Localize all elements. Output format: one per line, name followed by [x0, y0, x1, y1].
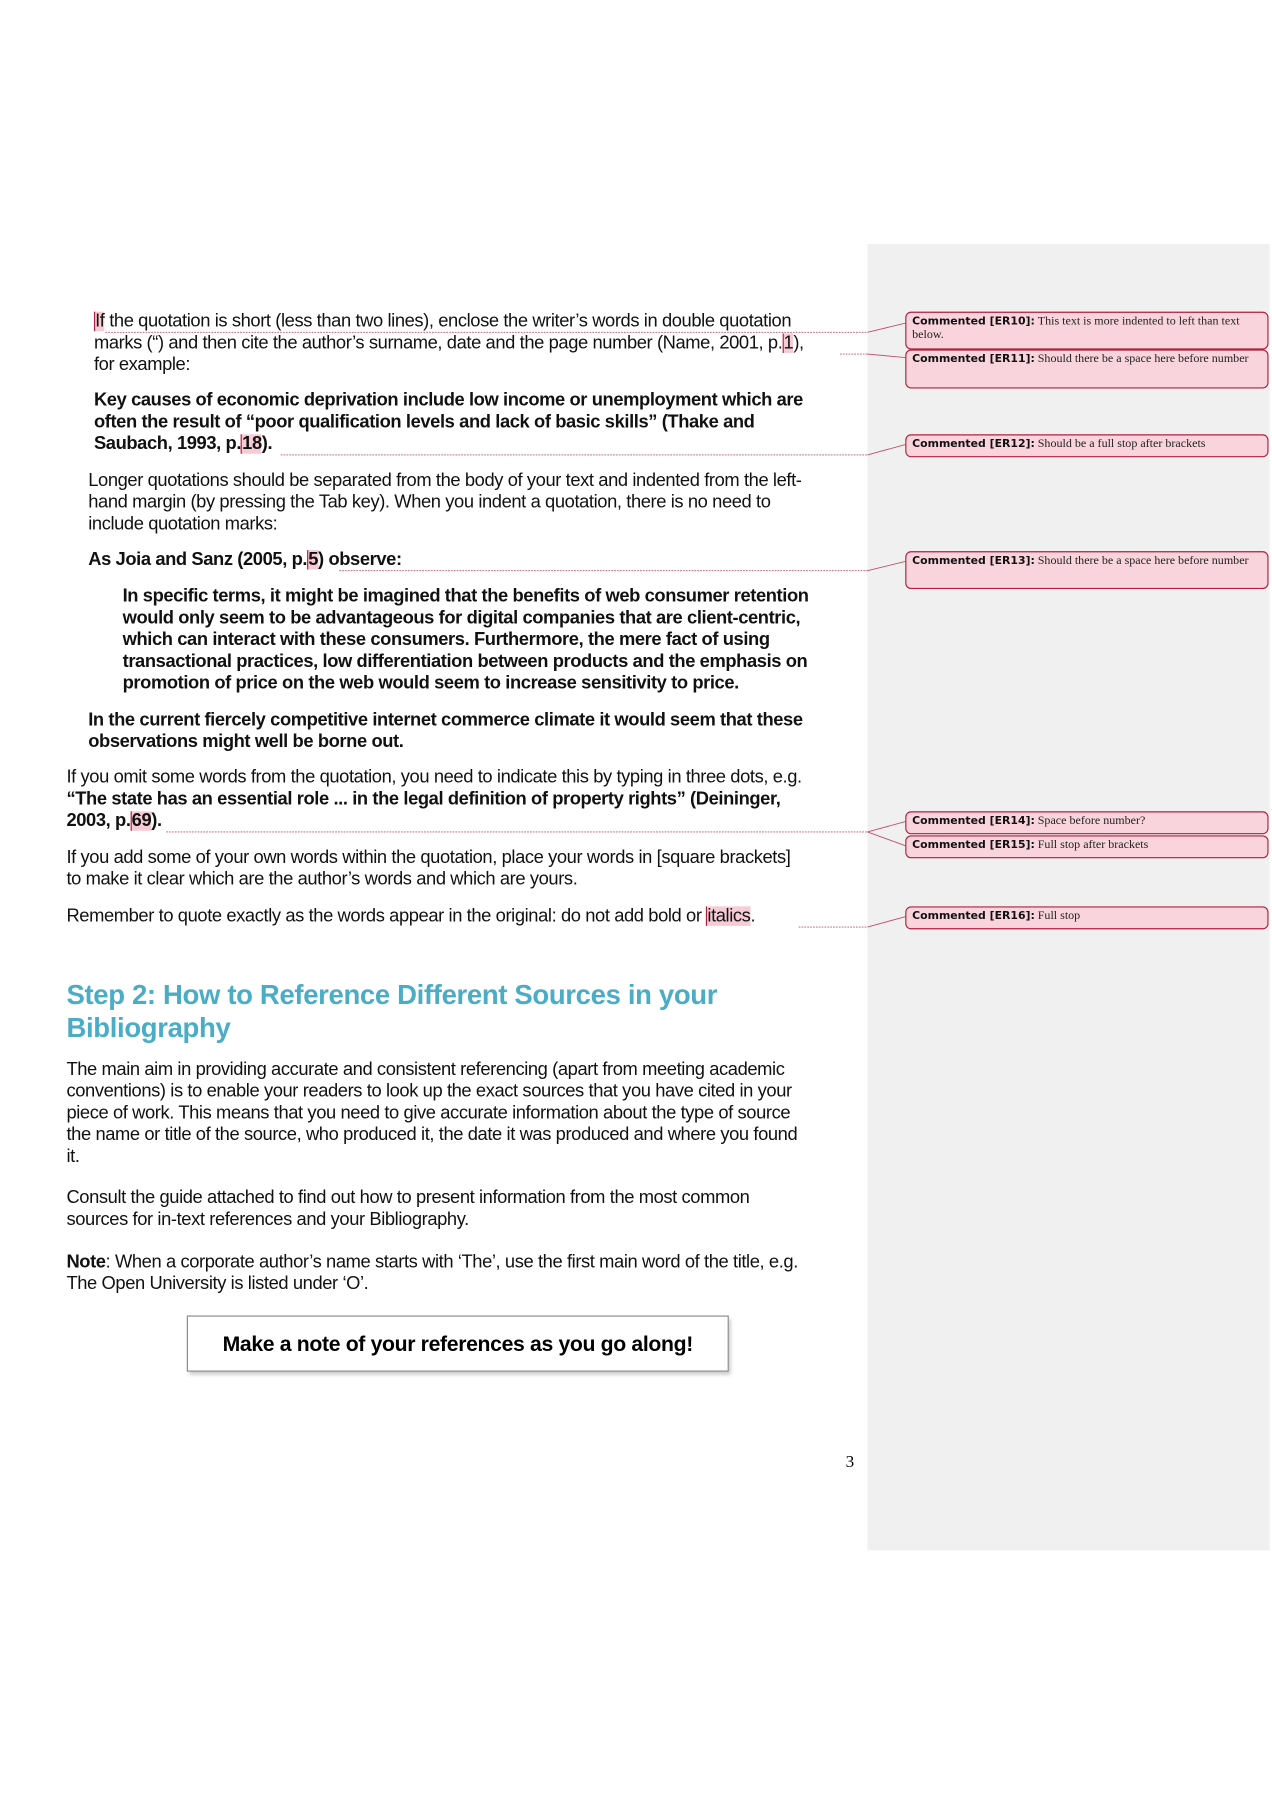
- section-heading-step-2: [66, 979, 717, 1045]
- comment-er14[interactable]: [905, 811, 1268, 834]
- text-run: which can interact with these consumers. Furthermore, the mere fact of using: [122, 630, 770, 650]
- block-quote-joia-sanz: [123, 586, 809, 695]
- text-line: [88, 513, 801, 535]
- text-run: marks (“) and then cite the author’s surname, date and the page number (Name, 2001, p.: [93, 333, 783, 353]
- text-run: Remember to quote exactly as the words appear in the original: do not add bold or: [66, 906, 707, 926]
- comment-er11[interactable]: [905, 349, 1268, 388]
- para-note: [66, 1251, 797, 1295]
- comment-label: Commented [ER11]:: [912, 352, 1035, 366]
- text-line: [66, 1081, 797, 1103]
- text-line: [66, 788, 801, 810]
- comment-anchor-highlight[interactable]: italics: [707, 906, 751, 926]
- comment-text: This text is more indented to left than text below.: [912, 315, 1240, 342]
- text-line: [66, 1251, 797, 1273]
- text-run: Saubach, 1993, p.: [93, 434, 242, 454]
- text-run: include quotation marks:: [88, 514, 278, 534]
- connector-er13: [339, 561, 905, 570]
- para-quote-exactly: [66, 905, 755, 927]
- para-competitive-climate: [88, 709, 802, 753]
- text-run: As Joia and Sanz (2005, p.: [88, 550, 308, 570]
- text-run: ).: [261, 434, 273, 454]
- text-line: [94, 311, 804, 333]
- text-line: [66, 767, 801, 789]
- text-line: [94, 390, 803, 412]
- text-run: the name or title of the source, who produced it, the date it was produced and where you found: [66, 1125, 798, 1145]
- text-run: In specific terms, it might be imagined that the benefits of web consumer retention: [122, 586, 809, 607]
- text-run: ) observe:: [318, 550, 402, 570]
- heading-line: Bibliography: [66, 1012, 231, 1044]
- comment-label: Commented [ER10]:: [912, 315, 1035, 328]
- callout-text: Make a note of your references as you go along!: [222, 1330, 693, 1356]
- text-run: would only seem to be advantageous for digital companies that are client-centric,: [122, 608, 801, 628]
- text-line: [66, 1273, 797, 1295]
- text-run: hand margin (by pressing the Tab key). When you indent a quotation, there is no need to: [88, 492, 771, 513]
- text-line: [66, 1124, 797, 1146]
- text-line: [94, 332, 804, 354]
- para-longer-quotations: [88, 470, 801, 535]
- text-run: Note: [66, 1252, 106, 1272]
- text-line: [66, 810, 801, 832]
- para-square-brackets: [66, 847, 790, 891]
- para-short-quotation: [94, 311, 804, 376]
- text-line: [88, 470, 801, 492]
- comment-label: Commented [ER13]:: [912, 554, 1035, 568]
- text-line: [123, 673, 809, 695]
- text-line: [123, 607, 809, 629]
- text-line: [66, 1102, 797, 1124]
- text-line: [94, 411, 803, 433]
- comment-label: Commented [ER15]:: [912, 838, 1035, 852]
- comment-label: Commented [ER12]:: [912, 437, 1035, 451]
- text-run: The main aim in providing accurate and consistent referencing (apart from meeting academic: [66, 1059, 785, 1080]
- text-line: [123, 629, 809, 651]
- comment-er12[interactable]: [905, 434, 1268, 457]
- comment-text: Full stop: [1037, 909, 1081, 923]
- text-line: [123, 586, 809, 608]
- page-number: 3: [845, 1453, 855, 1472]
- para-main-aim: [66, 1059, 797, 1168]
- comment-text: Space before number?: [1037, 814, 1146, 828]
- comment-label: Commented [ER14]:: [912, 814, 1035, 828]
- text-run: In the current fiercely competitive internet commerce climate it would seem that these: [88, 710, 803, 730]
- text-run: : When a corporate author’s name starts with ‘The’, use the first main word of the title, e.g.: [105, 1252, 798, 1272]
- comment-er15[interactable]: [905, 835, 1268, 858]
- example-quote-thake: [94, 390, 803, 455]
- text-run: ).: [151, 811, 162, 831]
- text-run: The Open University is listed under ‘O’.: [66, 1274, 369, 1294]
- text-line: [123, 651, 809, 673]
- comment-anchor-highlight[interactable]: 5: [308, 550, 319, 570]
- text-run: the quotation is short (less than two lines), enclose the writer’s words in double quotation: [104, 311, 792, 332]
- text-run: it.: [66, 1147, 80, 1167]
- comment-er16[interactable]: [905, 906, 1268, 929]
- callout-box: [187, 1315, 729, 1371]
- comment-text: Should be a full stop after brackets: [1037, 437, 1206, 451]
- heading-line: Step 2: How to Reference Different Sources in your: [66, 979, 718, 1011]
- text-line: [94, 433, 803, 455]
- text-run: to make it clear which are the author’s words and which are yours.: [66, 869, 578, 890]
- text-run: “The state has an essential role ... in the legal definition of property rights” (Deininger,: [66, 789, 781, 810]
- text-run: If you add some of your own words within the quotation, place your words in [square brackets]: [66, 847, 791, 868]
- text-line: [66, 1059, 797, 1081]
- comment-anchor-highlight[interactable]: If: [95, 311, 105, 332]
- text-run: conventions) is to enable your readers to look up the exact sources that you have cited in your: [66, 1081, 792, 1102]
- comment-text: Full stop after brackets: [1037, 838, 1149, 852]
- text-run: sources for in-text references and your Bibliography.: [66, 1210, 469, 1230]
- text-run: Longer quotations should be separated from the body of your text and indented from the left-: [88, 470, 802, 491]
- text-run: observations might well be borne out.: [88, 732, 404, 752]
- text-line: [88, 731, 802, 753]
- text-run: for example:: [93, 355, 191, 375]
- comment-er10[interactable]: [905, 312, 1268, 350]
- text-line: [66, 1209, 749, 1231]
- comment-er13[interactable]: [905, 551, 1268, 589]
- comment-anchor-highlight[interactable]: 69: [131, 811, 152, 831]
- text-line: [66, 1187, 749, 1209]
- text-run: transactional practices, low differentiation between products and the emphasis on: [122, 652, 808, 672]
- text-run: If you omit some words from the quotation, you need to indicate this by typing in three dots, e.g.: [66, 767, 802, 788]
- text-line: [66, 905, 755, 927]
- comment-text: Should there be a space here before number: [1037, 352, 1249, 366]
- text-run: Key causes of economic deprivation include low income or unemployment which are: [93, 390, 803, 411]
- text-run: often the result of “poor qualification levels and lack of basic skills” (Thake and: [93, 412, 755, 433]
- text-line: [88, 709, 802, 731]
- text-line: [94, 354, 804, 376]
- text-run: 2003, p.: [66, 811, 131, 831]
- text-line: [88, 549, 401, 571]
- comment-anchor-highlight[interactable]: 1: [783, 333, 794, 353]
- text-line: [88, 492, 801, 514]
- text-run: promotion of price on the web would seem to increase sensitivity to price.: [122, 673, 739, 694]
- comment-text: Should there be a space here before number: [1037, 554, 1249, 568]
- joia-sanz-intro: [88, 549, 401, 571]
- comment-anchor-highlight[interactable]: 18: [242, 434, 262, 454]
- comment-label: Commented [ER16]:: [912, 909, 1035, 923]
- para-consult-guide: [66, 1187, 749, 1231]
- text-line: [66, 1146, 797, 1168]
- text-run: .: [750, 906, 756, 926]
- text-line: [66, 869, 790, 891]
- text-run: piece of work. This means that you need to give accurate information about the type of source: [66, 1103, 791, 1123]
- text-run: Consult the guide attached to find out how to present information from the most common: [66, 1188, 750, 1208]
- para-omit-words: [66, 767, 801, 832]
- text-run: ),: [793, 333, 804, 353]
- text-line: [66, 847, 790, 869]
